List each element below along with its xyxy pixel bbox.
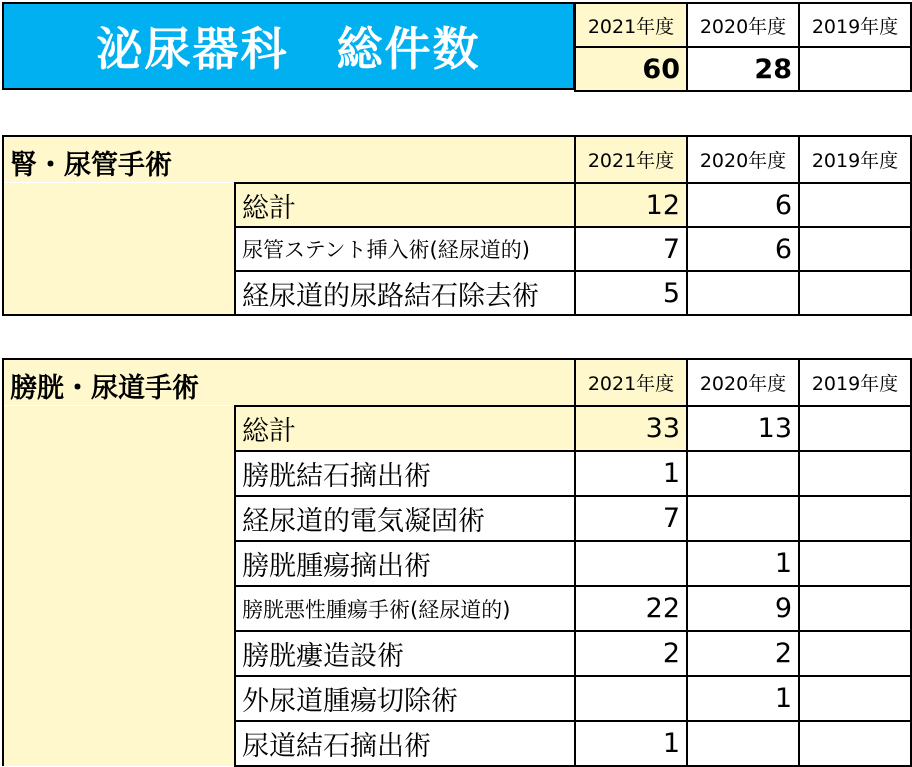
year-2019: 2019年度 [799, 359, 911, 406]
row-value-2019 [799, 406, 911, 451]
section-label-area [3, 183, 235, 315]
summary-year-2021: 2021年度 [575, 3, 687, 47]
row-value-2020: 6 [687, 183, 799, 227]
row-label: 総計 [235, 406, 575, 451]
summary-value-2019 [799, 47, 911, 91]
row-value-2020: 13 [687, 406, 799, 451]
year-2019: 2019年度 [799, 136, 911, 183]
row-label: 総計 [235, 183, 575, 227]
row-value-2021: 33 [575, 406, 687, 451]
row-value-2021: 12 [575, 183, 687, 227]
row-label: 経尿道的尿路結石除去術 [235, 271, 575, 315]
row-value-2019 [799, 676, 911, 721]
row-value-2021: 5 [575, 271, 687, 315]
row-label: 外尿道腫瘍切除術 [235, 676, 575, 721]
row-value-2019 [799, 451, 911, 496]
row-value-2021: 7 [575, 496, 687, 541]
row-value-2021: 22 [575, 586, 687, 631]
summary-year-2019: 2019年度 [799, 3, 911, 47]
row-value-2019 [799, 721, 911, 766]
summary-table [574, 2, 912, 92]
row-value-2019 [799, 541, 911, 586]
row-label: 膀胱腫瘍摘出術 [235, 541, 575, 586]
row-label: 尿道結石摘出術 [235, 721, 575, 766]
row-label: 尿管ステント挿入術(経尿道的) [235, 227, 575, 271]
row-value-2020: 1 [687, 541, 799, 586]
section-label-area [3, 406, 235, 766]
row-value-2021 [575, 541, 687, 586]
year-2021: 2021年度 [575, 359, 687, 406]
summary-value-2020: 28 [687, 47, 799, 91]
summary-value-2021: 60 [575, 47, 687, 91]
row-value-2021: 7 [575, 227, 687, 271]
year-2020: 2020年度 [687, 359, 799, 406]
row-label: 経尿道的電気凝固術 [235, 496, 575, 541]
row-value-2021: 1 [575, 721, 687, 766]
row-value-2020: 9 [687, 586, 799, 631]
row-value-2020: 6 [687, 227, 799, 271]
row-value-2020 [687, 451, 799, 496]
row-value-2019 [799, 227, 911, 271]
row-label: 膀胱悪性腫瘍手術(経尿道的) [235, 586, 575, 631]
summary-year-2020: 2020年度 [687, 3, 799, 47]
row-value-2019 [799, 631, 911, 676]
year-2020: 2020年度 [687, 136, 799, 183]
row-value-2021 [575, 676, 687, 721]
row-value-2019 [799, 586, 911, 631]
row-value-2019 [799, 271, 911, 315]
row-value-2019 [799, 183, 911, 227]
row-value-2021: 1 [575, 451, 687, 496]
row-value-2020: 2 [687, 631, 799, 676]
row-value-2021: 2 [575, 631, 687, 676]
row-value-2020: 1 [687, 676, 799, 721]
year-2021: 2021年度 [575, 136, 687, 183]
page-title: 泌尿器科 総件数 [2, 2, 575, 90]
row-value-2020 [687, 721, 799, 766]
row-label: 膀胱結石摘出術 [235, 451, 575, 496]
row-value-2020 [687, 271, 799, 315]
row-label: 膀胱瘻造設術 [235, 631, 575, 676]
section-title: 腎・尿管手術 [3, 136, 575, 183]
row-value-2020 [687, 496, 799, 541]
row-value-2019 [799, 496, 911, 541]
section-title: 膀胱・尿道手術 [3, 359, 575, 406]
bladder-urethra-table [2, 358, 912, 767]
kidney-ureter-table [2, 135, 912, 316]
